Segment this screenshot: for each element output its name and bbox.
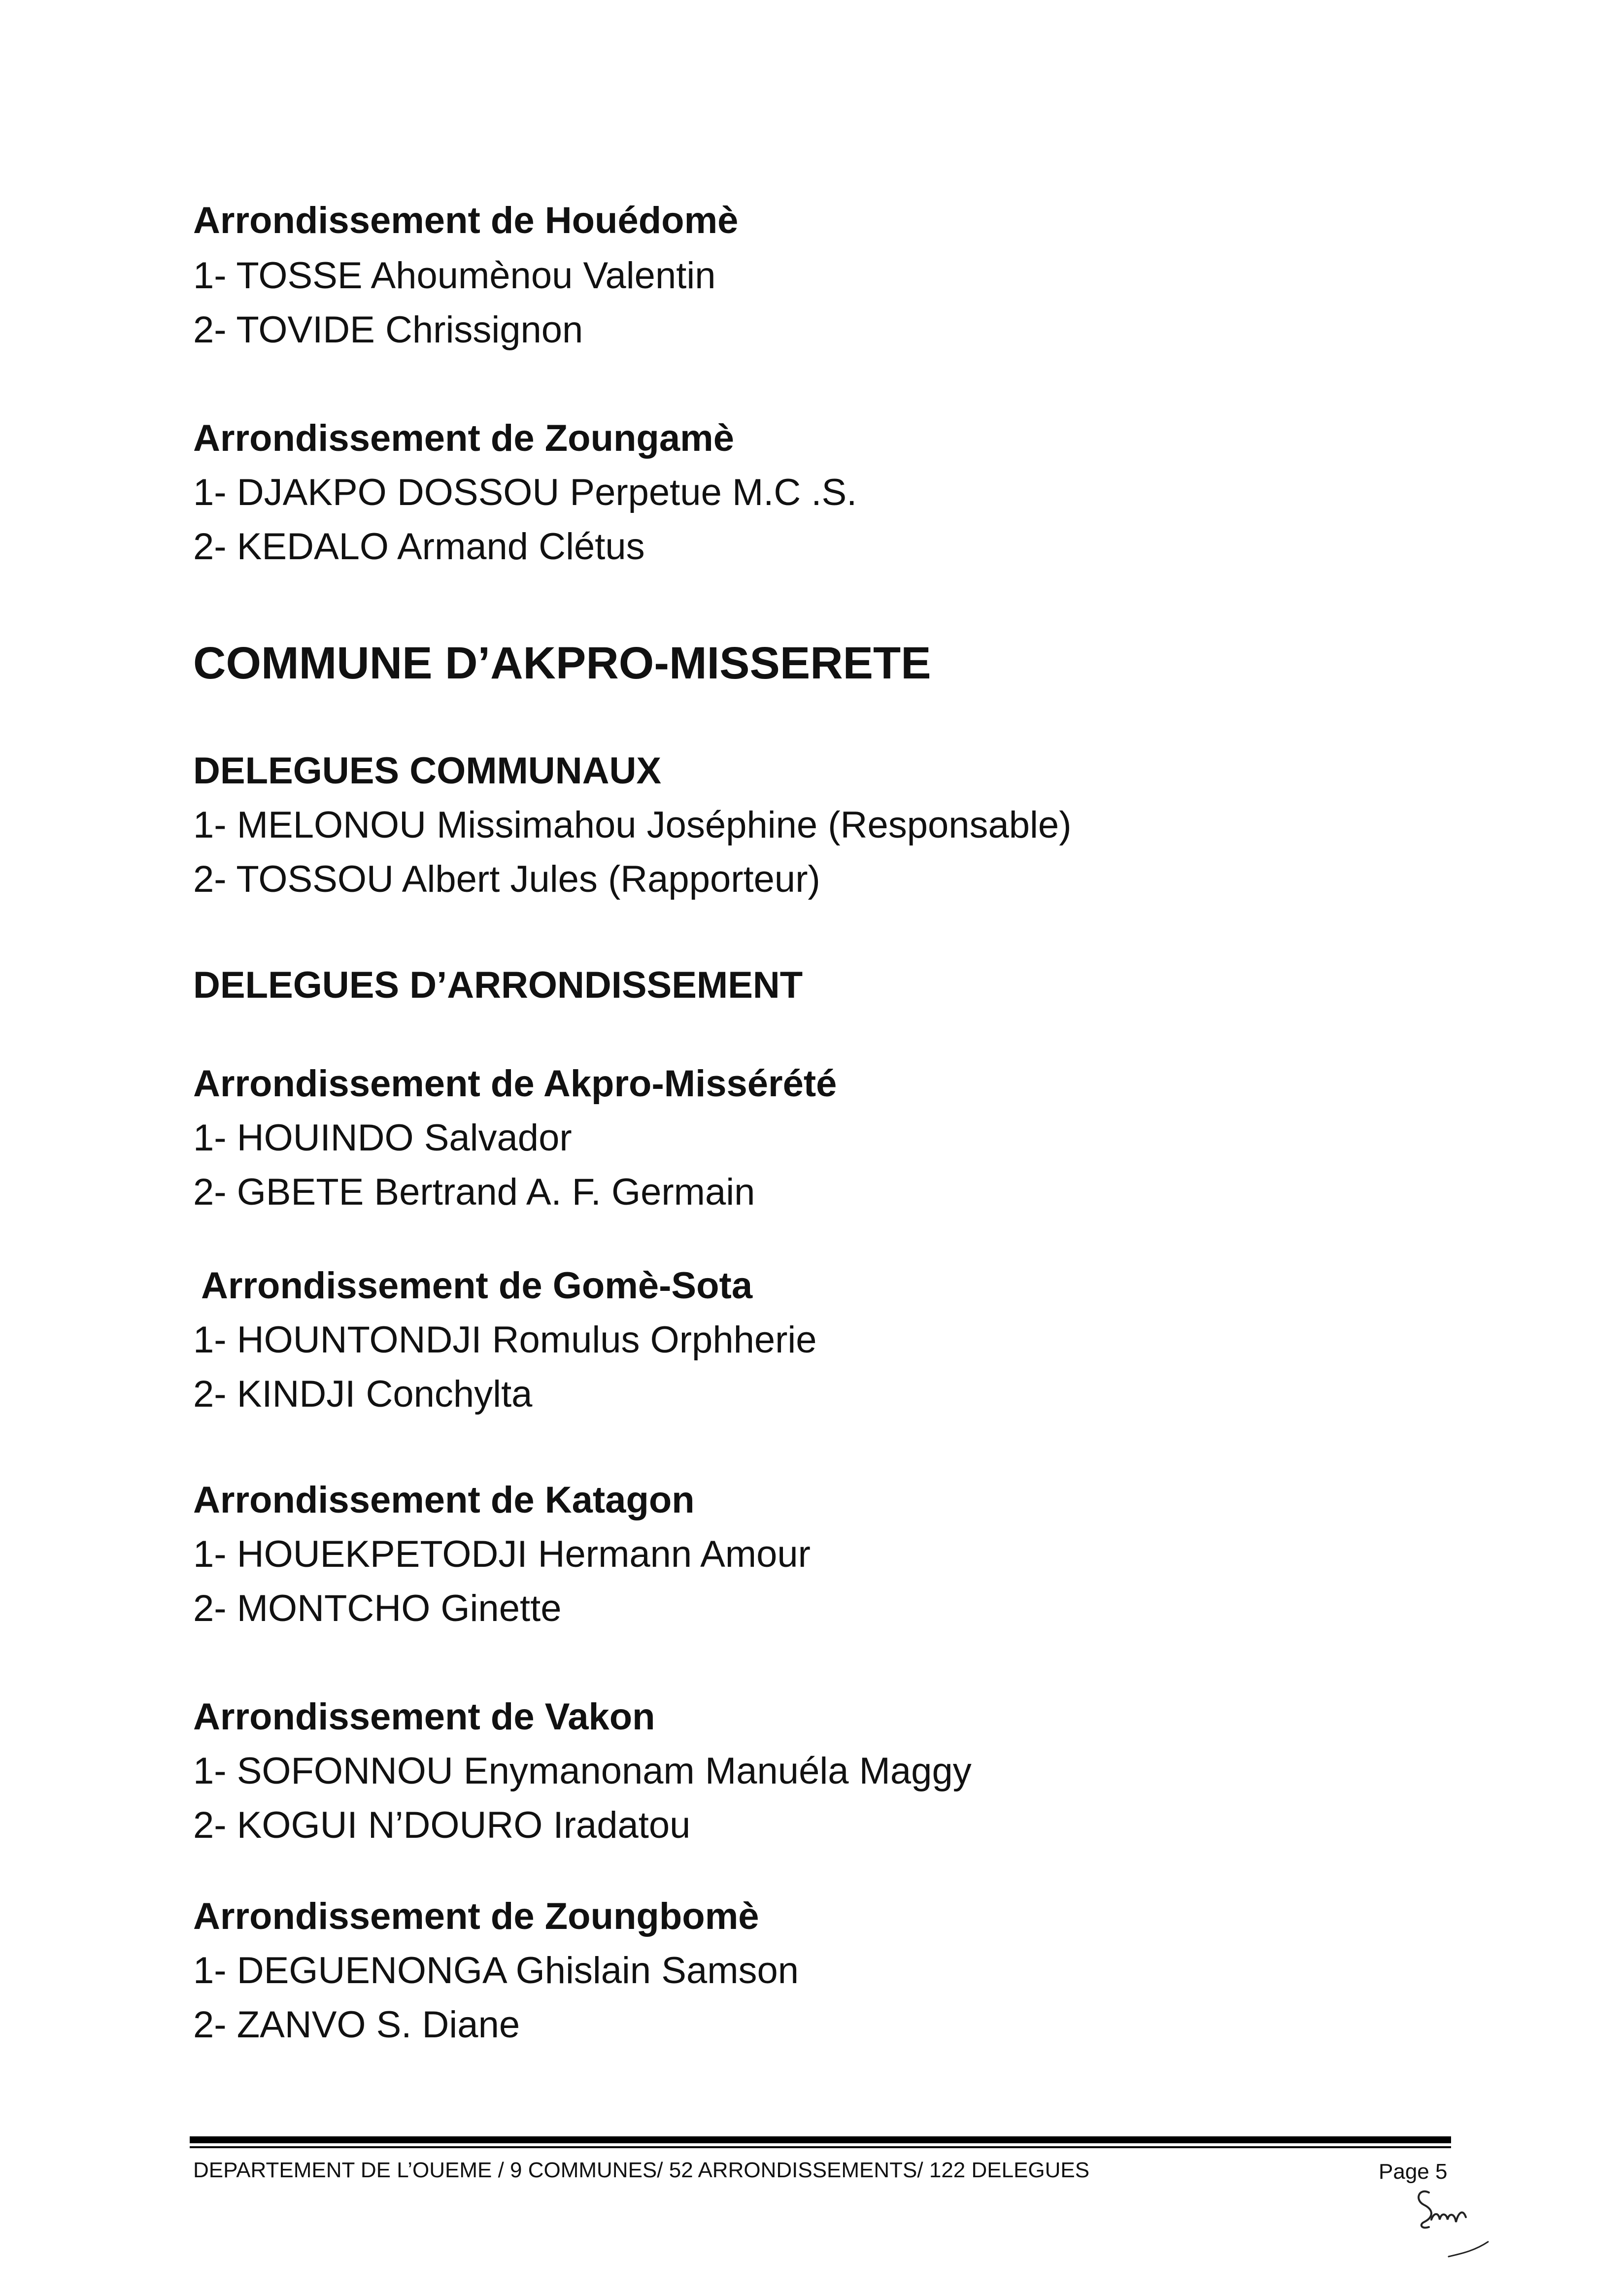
- list-item: 1- HOUINDO Salvador: [193, 1117, 572, 1159]
- delegues-communaux-heading: DELEGUES COMMUNAUX: [193, 750, 662, 792]
- section-heading-houedome: Arrondissement de Houédomè: [193, 200, 739, 241]
- section-heading-katagon: Arrondissement de Katagon: [193, 1479, 695, 1521]
- handwritten-signature: [1409, 2178, 1508, 2276]
- list-item: 2- ZANVO S. Diane: [193, 2004, 520, 2046]
- delegues-arrondissement-heading: DELEGUES D’ARRONDISSEMENT: [193, 964, 803, 1006]
- list-item: 1- TOSSE Ahoumènou Valentin: [193, 255, 716, 297]
- section-heading-gome-sota: Arrondissement de Gomè-Sota: [201, 1265, 753, 1307]
- footer-rule-thin: [190, 2146, 1451, 2148]
- commune-title: COMMUNE D’AKPRO-MISSERETE: [193, 638, 931, 688]
- section-heading-zoungbome: Arrondissement de Zoungbomè: [193, 1895, 759, 1937]
- list-item: 2- TOSSOU Albert Jules (Rapporteur): [193, 858, 820, 900]
- list-item: 1- DEGUENONGA Ghislain Samson: [193, 1950, 799, 1992]
- footer-rule: [190, 2136, 1451, 2143]
- list-item: 2- KOGUI N’DOURO Iradatou: [193, 1804, 691, 1846]
- list-item: 1- DJAKPO DOSSOU Perpetue M.C .S.: [193, 472, 857, 513]
- footer-text: DEPARTEMENT DE L’OUEME / 9 COMMUNES/ 52 ARRONDISSEMENTS/ 122 DELEGUES: [193, 2158, 1090, 2182]
- list-item: 1- MELONOU Missimahou Joséphine (Responsable): [193, 804, 1072, 846]
- list-item: 2- GBETE Bertrand A. F. Germain: [193, 1171, 755, 1213]
- list-item: 1- SOFONNOU Enymanonam Manuéla Maggy: [193, 1750, 972, 1792]
- section-heading-vakon: Arrondissement de Vakon: [193, 1696, 655, 1738]
- list-item: 1- HOUNTONDJI Romulus Orphherie: [193, 1319, 817, 1361]
- page-number: Page 5: [1379, 2160, 1448, 2184]
- section-heading-zoungame: Arrondissement de Zoungamè: [193, 417, 734, 459]
- list-item: 2- KEDALO Armand Clétus: [193, 526, 645, 568]
- list-item: 1- HOUEKPETODJI Hermann Amour: [193, 1533, 811, 1575]
- section-heading-akpro-missere: Arrondissement de Akpro-Missérété: [193, 1063, 837, 1105]
- list-item: 2- KINDJI Conchylta: [193, 1373, 533, 1415]
- list-item: 2- TOVIDE Chrissignon: [193, 309, 583, 351]
- list-item: 2- MONTCHO Ginette: [193, 1587, 562, 1629]
